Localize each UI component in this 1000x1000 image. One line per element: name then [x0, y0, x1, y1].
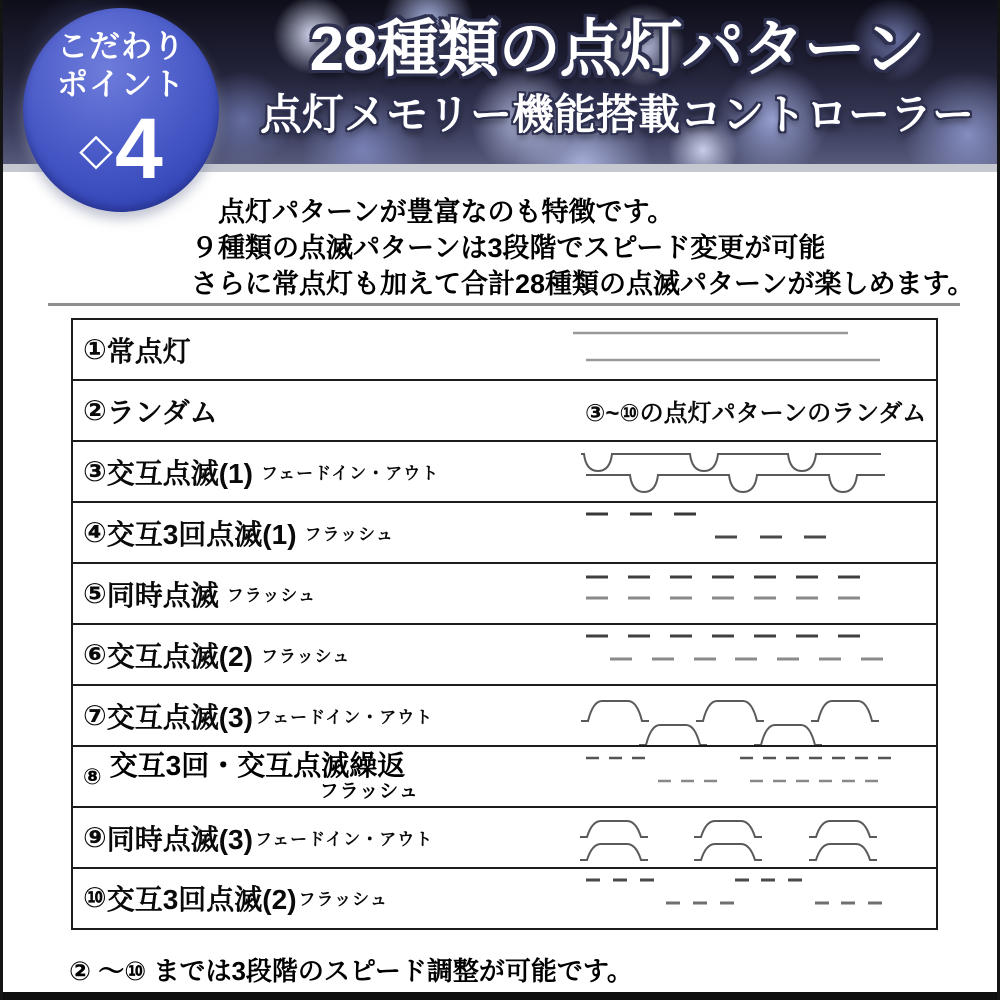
row2-random-note: ③~⑩の点灯パターンのランダム — [585, 400, 927, 427]
wave-alternate-fade-dips-icon — [568, 443, 938, 501]
page-title: 28種類の点灯パターン — [309, 15, 925, 84]
row8-label-block — [83, 751, 419, 803]
wave-simultaneous-fade-humps-icon — [568, 809, 938, 867]
row1-label: 常点灯 — [106, 335, 191, 367]
row5-label: 同時点滅 — [106, 579, 219, 611]
wave-simultaneous-flash-icon — [568, 565, 938, 623]
row3-label: 交互点滅(1) — [106, 457, 253, 489]
row7-number: ⑦ — [83, 700, 107, 731]
row5-mode-label: フラッシュ — [226, 586, 317, 605]
wave-alternate-flash-icon — [568, 626, 938, 684]
intro-paragraph — [191, 194, 974, 302]
bottom-bar — [3, 992, 997, 1000]
table-row-7 — [73, 686, 936, 747]
row6-mode-label: フラッシュ — [260, 647, 351, 666]
page-subtitle: 点灯メモリー機能搭載コントローラー — [259, 91, 974, 138]
row8-label: 交互3回・交互点滅繰返 — [109, 749, 406, 781]
row3-mode-label: フェードイン・アウト — [260, 464, 440, 483]
wave-alternate-3-flash-groups-icon — [568, 870, 938, 928]
row8-mode-label: フラッシュ — [319, 780, 419, 802]
badge-number-row — [23, 101, 219, 197]
table-row-9 — [73, 808, 936, 869]
row6-number: ⑥ — [83, 639, 107, 670]
row7-mode-label: フェードイン・アウト — [254, 708, 434, 727]
table-row-5 — [73, 564, 936, 625]
row9-label: 同時点滅(3) — [106, 823, 253, 855]
row2-number: ② — [83, 395, 107, 426]
header-text-block — [233, 0, 1000, 138]
row4-label: 交互3回点滅(1) — [106, 518, 297, 550]
row9-mode-label: フェードイン・アウト — [254, 830, 434, 849]
table-row-3 — [73, 442, 936, 503]
row9-number: ⑨ — [83, 822, 107, 853]
section-divider — [48, 303, 960, 306]
intro-line3: さらに常点灯も加えて合計28種類の点滅パターンが楽しめます。 — [191, 269, 975, 299]
row4-number: ④ — [83, 517, 107, 548]
table-row-1 — [73, 320, 936, 381]
wave-steady-two-lines-icon — [568, 321, 938, 379]
row10-number: ⑩ — [83, 882, 107, 913]
table-row-6 — [73, 625, 936, 686]
row3-number: ③ — [83, 456, 107, 487]
badge-line2: ポイント — [57, 67, 185, 102]
footer-note: ② ～⑩ までは3段階のスピード調整が可能です。 — [69, 956, 633, 986]
badge-number: 4 — [115, 101, 163, 197]
row2-label: ランダム — [106, 396, 218, 428]
row6-label: 交互点滅(2) — [106, 640, 253, 672]
row7-label: 交互点滅(3) — [106, 701, 253, 733]
row4-mode-label: フラッシュ — [304, 525, 394, 544]
intro-line2: ９種類の点滅パターンは3段階でスピード変更が可能 — [191, 233, 826, 263]
wave-alternate-3-and-alternate-icon — [568, 748, 938, 806]
wave-alternate-3-flash-icon — [568, 504, 938, 562]
row1-number: ① — [83, 334, 107, 365]
lighting-pattern-table — [71, 318, 938, 930]
row10-mode-label: フラッシュ — [298, 890, 388, 909]
badge-line1: こだわり — [57, 29, 185, 64]
intro-line1: 点灯パターンが豊富なのも特徴です。 — [218, 197, 675, 227]
row5-number: ⑤ — [83, 578, 107, 609]
table-row-10 — [73, 869, 936, 926]
table-row-4 — [73, 503, 936, 564]
table-row-8 — [73, 747, 936, 808]
row10-label: 交互3回点滅(2) — [106, 883, 297, 915]
table-row-2 — [73, 381, 936, 442]
row8-number: ⑧ — [83, 763, 102, 789]
diamond-icon: ◇ — [79, 124, 113, 174]
feature-point-badge — [23, 8, 219, 212]
wave-alternate-fade-humps-icon — [568, 687, 938, 745]
